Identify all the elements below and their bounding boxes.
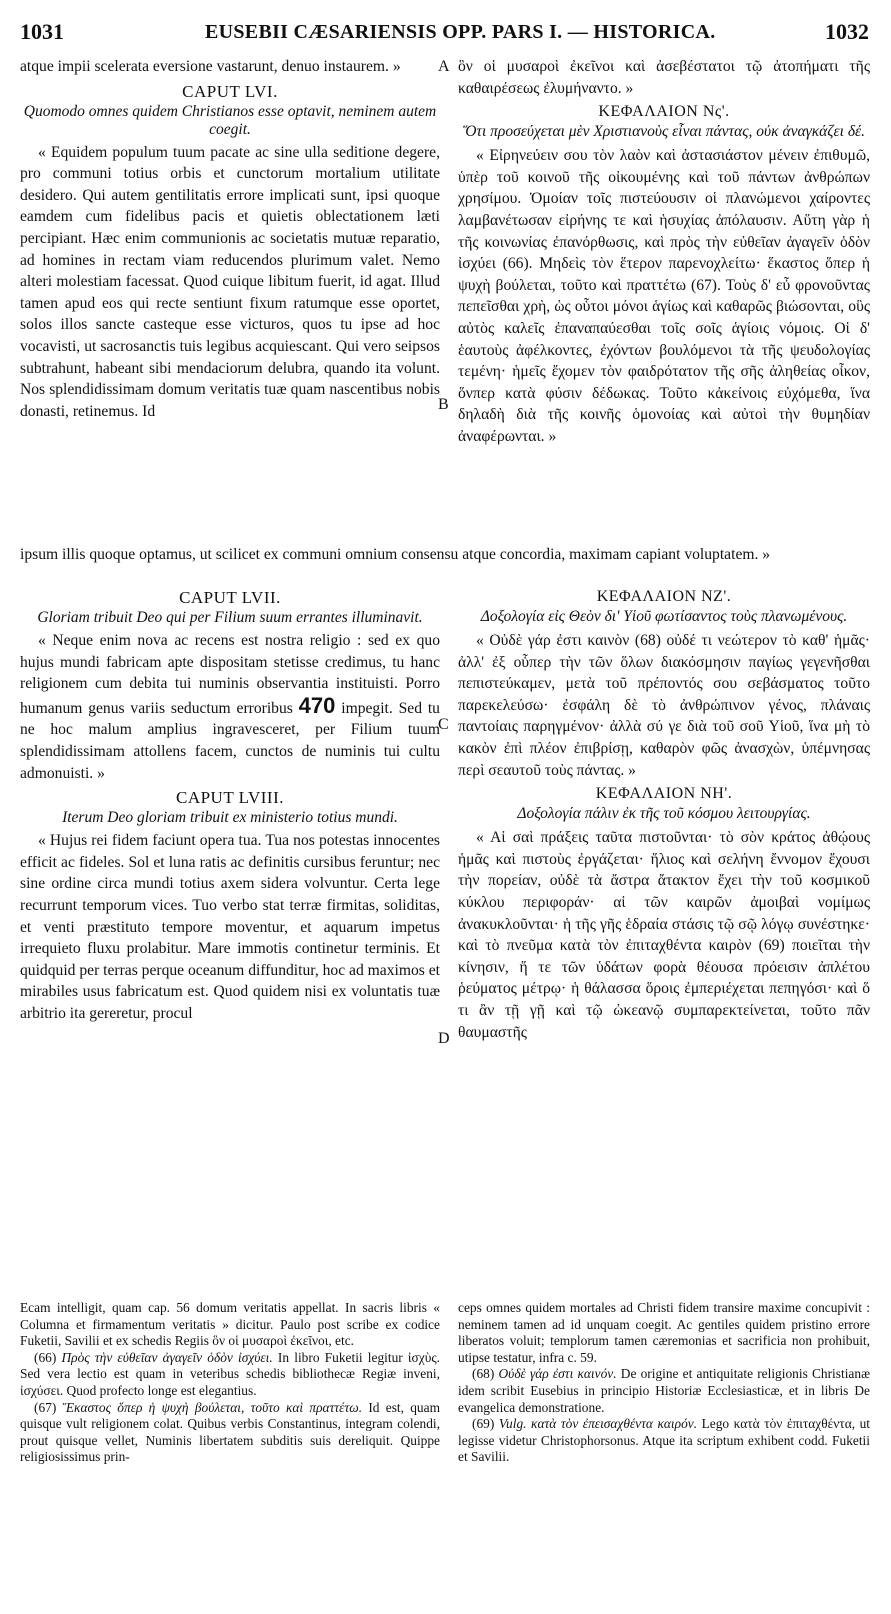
footnote-67-text: Id est, quam quisque vult religionem colat. Quibus verbis Constantinus, integram colendi, prout quisque vellet, Numinis libertatem subditis suis dereliquit. Quippe religiosissimus prin-	[20, 1399, 440, 1465]
footnote-68-ref: (68)	[472, 1366, 495, 1382]
caput-57-text	[20, 630, 440, 784]
footnote-69-lemma: Vulg. κατὰ τὸν ἐπεισαχθέντα καιρόν.	[498, 1416, 698, 1432]
footnote-69-text: Lego κατὰ τὸν ἐπιταχθέντα, ut legisse videtur Christophorsonus. Atque ita scriptum exhibent codd. Fuketii et Savilii.	[458, 1416, 871, 1465]
footnote-69	[458, 1416, 870, 1466]
kefalaion-56-subtitle: Ὅτι προσεύχεται μὲν Χριστιανοὺς εἶναι πάντας, οὐκ ἀναγκάζει δέ.	[462, 123, 866, 141]
kefalaion-57-subtitle: Δοξολογία εἰς Θεὸν δι' Υἱοῦ φωτίσαντος τοὺς πλανωμένους.	[480, 608, 848, 625]
kefalaion-56-heading: ΚΕΦΑΛΑΙΟΝ Νς'.	[598, 103, 730, 121]
kefalaion-57-heading: ΚΕΦΑΛΑΙΟΝ ΝΖ'.	[596, 588, 732, 605]
footnote-67-lemma: Ἕκαστος ὅπερ ἡ ψυχὴ βούλεται, τοῦτο καὶ πραττέτω.	[62, 1399, 363, 1415]
margin-marker-c: C	[438, 716, 449, 733]
kefalaion-56-text: « Εἰρηνεύειν σου τὸν λαὸν καὶ ἀστασιάστον μένειν ἐπιθυμῶ, ὑπὲρ τοῦ κοινοῦ τῆς οἰκουμένης καὶ τοῦ πάντων ἀνθρώπων χρησίμου. Ὁμοίαν τοῖς πιστεύουσιν οἱ πλανώμενοι χαίροντες λαμβανέτωσαν εἰρήνης τε καὶ ἡσυχίας ἀπόλαυσιν. Αὕτη γὰρ ἡ τῆς κοινωνίας ἐπανόρθωσις, καὶ πρὸς τὴν εὐθεῖαν ἀγαγεῖν ὁδὸν ἰσχύει (66). Μηδεὶς τὸν ἕτερον παρενοχλείτω· ἕκαστος ὅπερ ἡ ψυχὴ βούλεται, τοῦτο καὶ πραττέτω (67). Τοὺς δ' εὖ φρονοῦντας πεπεῖσθαι χρὴ, ὡς οὗτοι μόνοι ἁγίως καὶ καθαρῶς βιώσονται, οὓς αὐτὸς καλεῖς ἐπαναπαύεσθαι τοῖς σοῖς ἁγίοις νόμοις. Οἱ δ' ἑαυτοὺς ἀφέλκοντες, ἐχόντων βουλόμενοι τὰ τῆς ψευδολογίας τεμένη· ἡμεῖς ἔχομεν τὸν φαιδρότατον τῆς σῆς ἀληθείας οἶκον, ὅνπερ κατὰ φύσιν δέδωκας. Τοῦτο κἀκείνοις εὐχόμεθα, ἵνα δηλαδὴ διὰ τῆς κοινῆς ὁμονοίας καὶ αὐτοὶ τὴν θυμηδίαν ἀναφέρωνται. »	[458, 147, 870, 445]
footnotes-left	[20, 1300, 440, 1466]
greek-intro: ὃν οἱ μυσαροὶ ἐκεῖνοι καὶ ἀσεβέστατοι τῷ ἀτοπήματι τῆς καθαιρέσεως ἐλυμήναντο. »	[458, 58, 870, 97]
footnote-66-ref: (66)	[34, 1349, 57, 1365]
footnote-66-lemma: Πρὸς τὴν εὐθεῖαν ἀγαγεῖν ὁδὸν ἰσχύει.	[61, 1349, 273, 1365]
kefalaion-58-subtitle: Δοξολογία πάλιν ἐκ τῆς τοῦ κόσμου λειτουργίας.	[517, 805, 811, 823]
kefalaion-58-heading: ΚΕΦΑΛΑΙΟΝ ΝΗ'.	[595, 785, 733, 803]
footnote-66-text: In libro Fuketii legitur ἰσχὺς. Sed vera lectio est quam in veteribus schedis bibliothecæ Regiæ inveni, ἰσχύσει. Quod profecto longe est elegantius.	[20, 1349, 440, 1398]
caput-57-text-after: impegit. Sed tu ne hoc malum amplius ingravesceret, per Filium tuum splendidissimam attollens facem, cunctos de numinis tui cultu admonuisti. »	[20, 699, 440, 782]
latin-column-top	[20, 56, 440, 422]
running-title: EUSEBII CÆSARIENSIS OPP. PARS I. — HISTORICA.	[205, 21, 716, 43]
margin-marker-d: D	[438, 1030, 450, 1047]
caput-56-text: « Equidem populum tuum pacate ac sine ulla seditione degere, pro communi totius orbis et cunctorum mortalium utilitate desidero. Qui autem gentilitatis errore implicati sunt, ipsi quoque eamdem cum fidelibus pacis et quietis oblectationem læti percipiant. Hæc enim communionis ac societatis mutuæ reparatio, ad homines in rectam viam reducendos plurimum valet. Nemo alteri molestiam facessat. Quod cuique libitum fuerit, id agat. Illud tamen apud eos qui recte sentiunt fixum ratumque esse oportet, solos illos sancte casteque esse victuros, quos tu ipse ad hoc vocavisti, ut sacrosanctis tuis legibus acquiescant. Qui vero seipsos subtrahunt, habeant sibi mendaciorum delubra, quando ita volunt. Nos splendidissimam domum veritatis tuæ quam nascentibus nobis donasti, retinemus. Id	[20, 143, 440, 420]
greek-column-bottom	[458, 584, 870, 1043]
caput-58-text: « Hujus rei fidem faciunt opera tua. Tua nos potestas innocentes efficit ac fideles. Sol et luna ratis ac definitis cursibus feruntur; nec sine ordine circa mundi totius axem sidera volvuntur. Certa lege recurrunt temporum vices. Tuo verbo stat terræ firmitas, soliditas, et venti præstituto tempore moventur, et aquarum impetus irrequieto fluxu prolabitur. Mare immotis continetur terminis. Et quidquid per terras perque oceanum diffunditur, hoc ad maximos et mirabiles usus fabricatum est. Quod quidem nisi ex voluntatis tuæ arbitrio ita gereretur, procul	[20, 832, 440, 1022]
page-number-left: 1031	[20, 19, 64, 44]
caput-57-text-before: « Neque enim nova ac recens est nostra religio : sed ex quo hujus mundi fabricam apte dispositam stetisse credimus, tu hanc religionem cum debita tui numinis observantia instituisti. Porro humanum genus variis seductum erroribus	[20, 632, 440, 717]
page-number-right: 1032	[825, 19, 869, 44]
footnote-69-ref: (69)	[472, 1416, 495, 1432]
kefalaion-58-text: « Αἱ σαὶ πράξεις ταῦτα πιστοῦνται· τὸ σὸν κράτος ἀθῴους ἡμᾶς καὶ πιστοὺς ἐργάζεται· ἥλιος καὶ σελήνη ἔννομον ἔχουσι τὴν πορείαν, οὐδὲ τὰ ἄστρα ἄτακτον ἔχει τὴν τοῦ κοσμικοῦ κύκλου περιφοράν· αἱ τῶν καιρῶν ἀμοιβαὶ νομίμως ἀνακυκλοῦνται· ἡ τῆς γῆς ἑδραία στάσις τῷ σῷ λόγῳ συνέστηκε· καὶ τὸ πνεῦμα κατὰ τὸν ἐπιταχθέντα καιρὸν (69) ποιεῖται τὴν κίνησιν, ἥ τε τῶν ὑδάτων φορὰ θέουσα πρόεισιν ἀπλέτου ῥεύματος μέτρῳ· ἡ θάλασσα ὅροις ἐμπεριέχεται πεπηγόσι· καὶ ὅ τι ἂν τῇ γῇ καὶ τῷ ὠκεανῷ συμπαρεκτείνεται, τοῦτο πᾶν θαυμαστῆς	[458, 829, 870, 1041]
caput-58-subtitle: Iterum Deo gloriam tribuit ex ministerio totius mundi.	[62, 809, 398, 827]
caput-58-heading: CAPUT LVIII.	[175, 788, 284, 808]
footnote-67	[20, 1400, 440, 1466]
caput-56-subtitle: Quomodo omnes quidem Christianos esse optavit, neminem autem coegit.	[23, 102, 437, 138]
caput-56-heading: CAPUT LVI.	[182, 81, 278, 101]
latin-column-bottom	[20, 584, 440, 1025]
footnote-68-lemma: Οὐδὲ γάρ ἐστι καινόν.	[498, 1366, 617, 1382]
margin-marker-a: A	[438, 58, 450, 75]
running-header	[0, 18, 891, 48]
caput-57-subtitle: Gloriam tribuit Deo qui per Filium suum errantes illuminavit.	[37, 609, 423, 626]
footnote-66	[20, 1350, 440, 1400]
greek-column-top	[458, 56, 870, 448]
footnotes-right	[458, 1300, 870, 1466]
footnote-68-text: De origine et antiquitate religionis Christianæ idem scribit Eusebius in principio Historiæ Ecclesiasticæ, et in libris De evangelica demonstratione.	[458, 1366, 871, 1415]
footnote-continuation-left: Ecam intelligit, quam cap. 56 domum veritatis appellat. In sacris libris « Columna et firmamentum veritatis » dicitur. Paulo post scribe ex codice Fuketii, Savilii et ex schedis Regiis ὃν οἱ μυσαροὶ ἐκεῖνοι, etc.	[20, 1300, 440, 1349]
spanning-line: ipsum illis quoque optamus, ut scilicet ex communi omnium consensu atque concordia, maximam capiant voluptatem. »	[20, 546, 771, 563]
kefalaion-57-text: « Οὐδὲ γάρ ἐστι καινὸν (68) οὐδέ τι νεώτερον τὸ καθ' ἡμᾶς· ἀλλ' ἐξ οὗπερ τὴν τῶν ὅλων διακόσμησιν παγίως γεγενῆσθαι πεπιστεύκαμεν, μετὰ τοῦ πρέποντός σου σεβάσματος τοῦτο παρεκελεύσω· ἐσφάλη δὲ τὸ ἀνθρώπινον γένος, πλάναις παντοίαις παρηγμένον· ἀλλὰ σύ γε διὰ τοῦ σοῦ Υἱοῦ, ἵνα μὴ τὸ κακὸν ἐπὶ πλέον ἐπιβρίσῃ, καθαρὸν φῶς ἀνασχὼν, ὑπέμνησας περὶ σεαυτοῦ τοὺς πάντας. »	[458, 632, 870, 779]
footnote-continuation-right: ceps omnes quidem mortales ad Christi fidem transire maxime concupivit : neminem tamen ad id unquam coegit. Ac gentiles quidem pristino errore liberatos voluit; templorum tamen cæremonias et sacrificia non prohibuit, utipse testatur, infra c. 59.	[458, 1300, 870, 1365]
margin-marker-b: B	[438, 396, 449, 413]
column-number: 470	[298, 692, 336, 718]
latin-intro: atque impii scelerata eversione vastarunt, denuo instaurem. »	[20, 58, 401, 75]
footnote-67-ref: (67)	[34, 1399, 57, 1415]
caput-57-heading: CAPUT LVII.	[179, 588, 281, 607]
footnote-68	[458, 1366, 870, 1416]
